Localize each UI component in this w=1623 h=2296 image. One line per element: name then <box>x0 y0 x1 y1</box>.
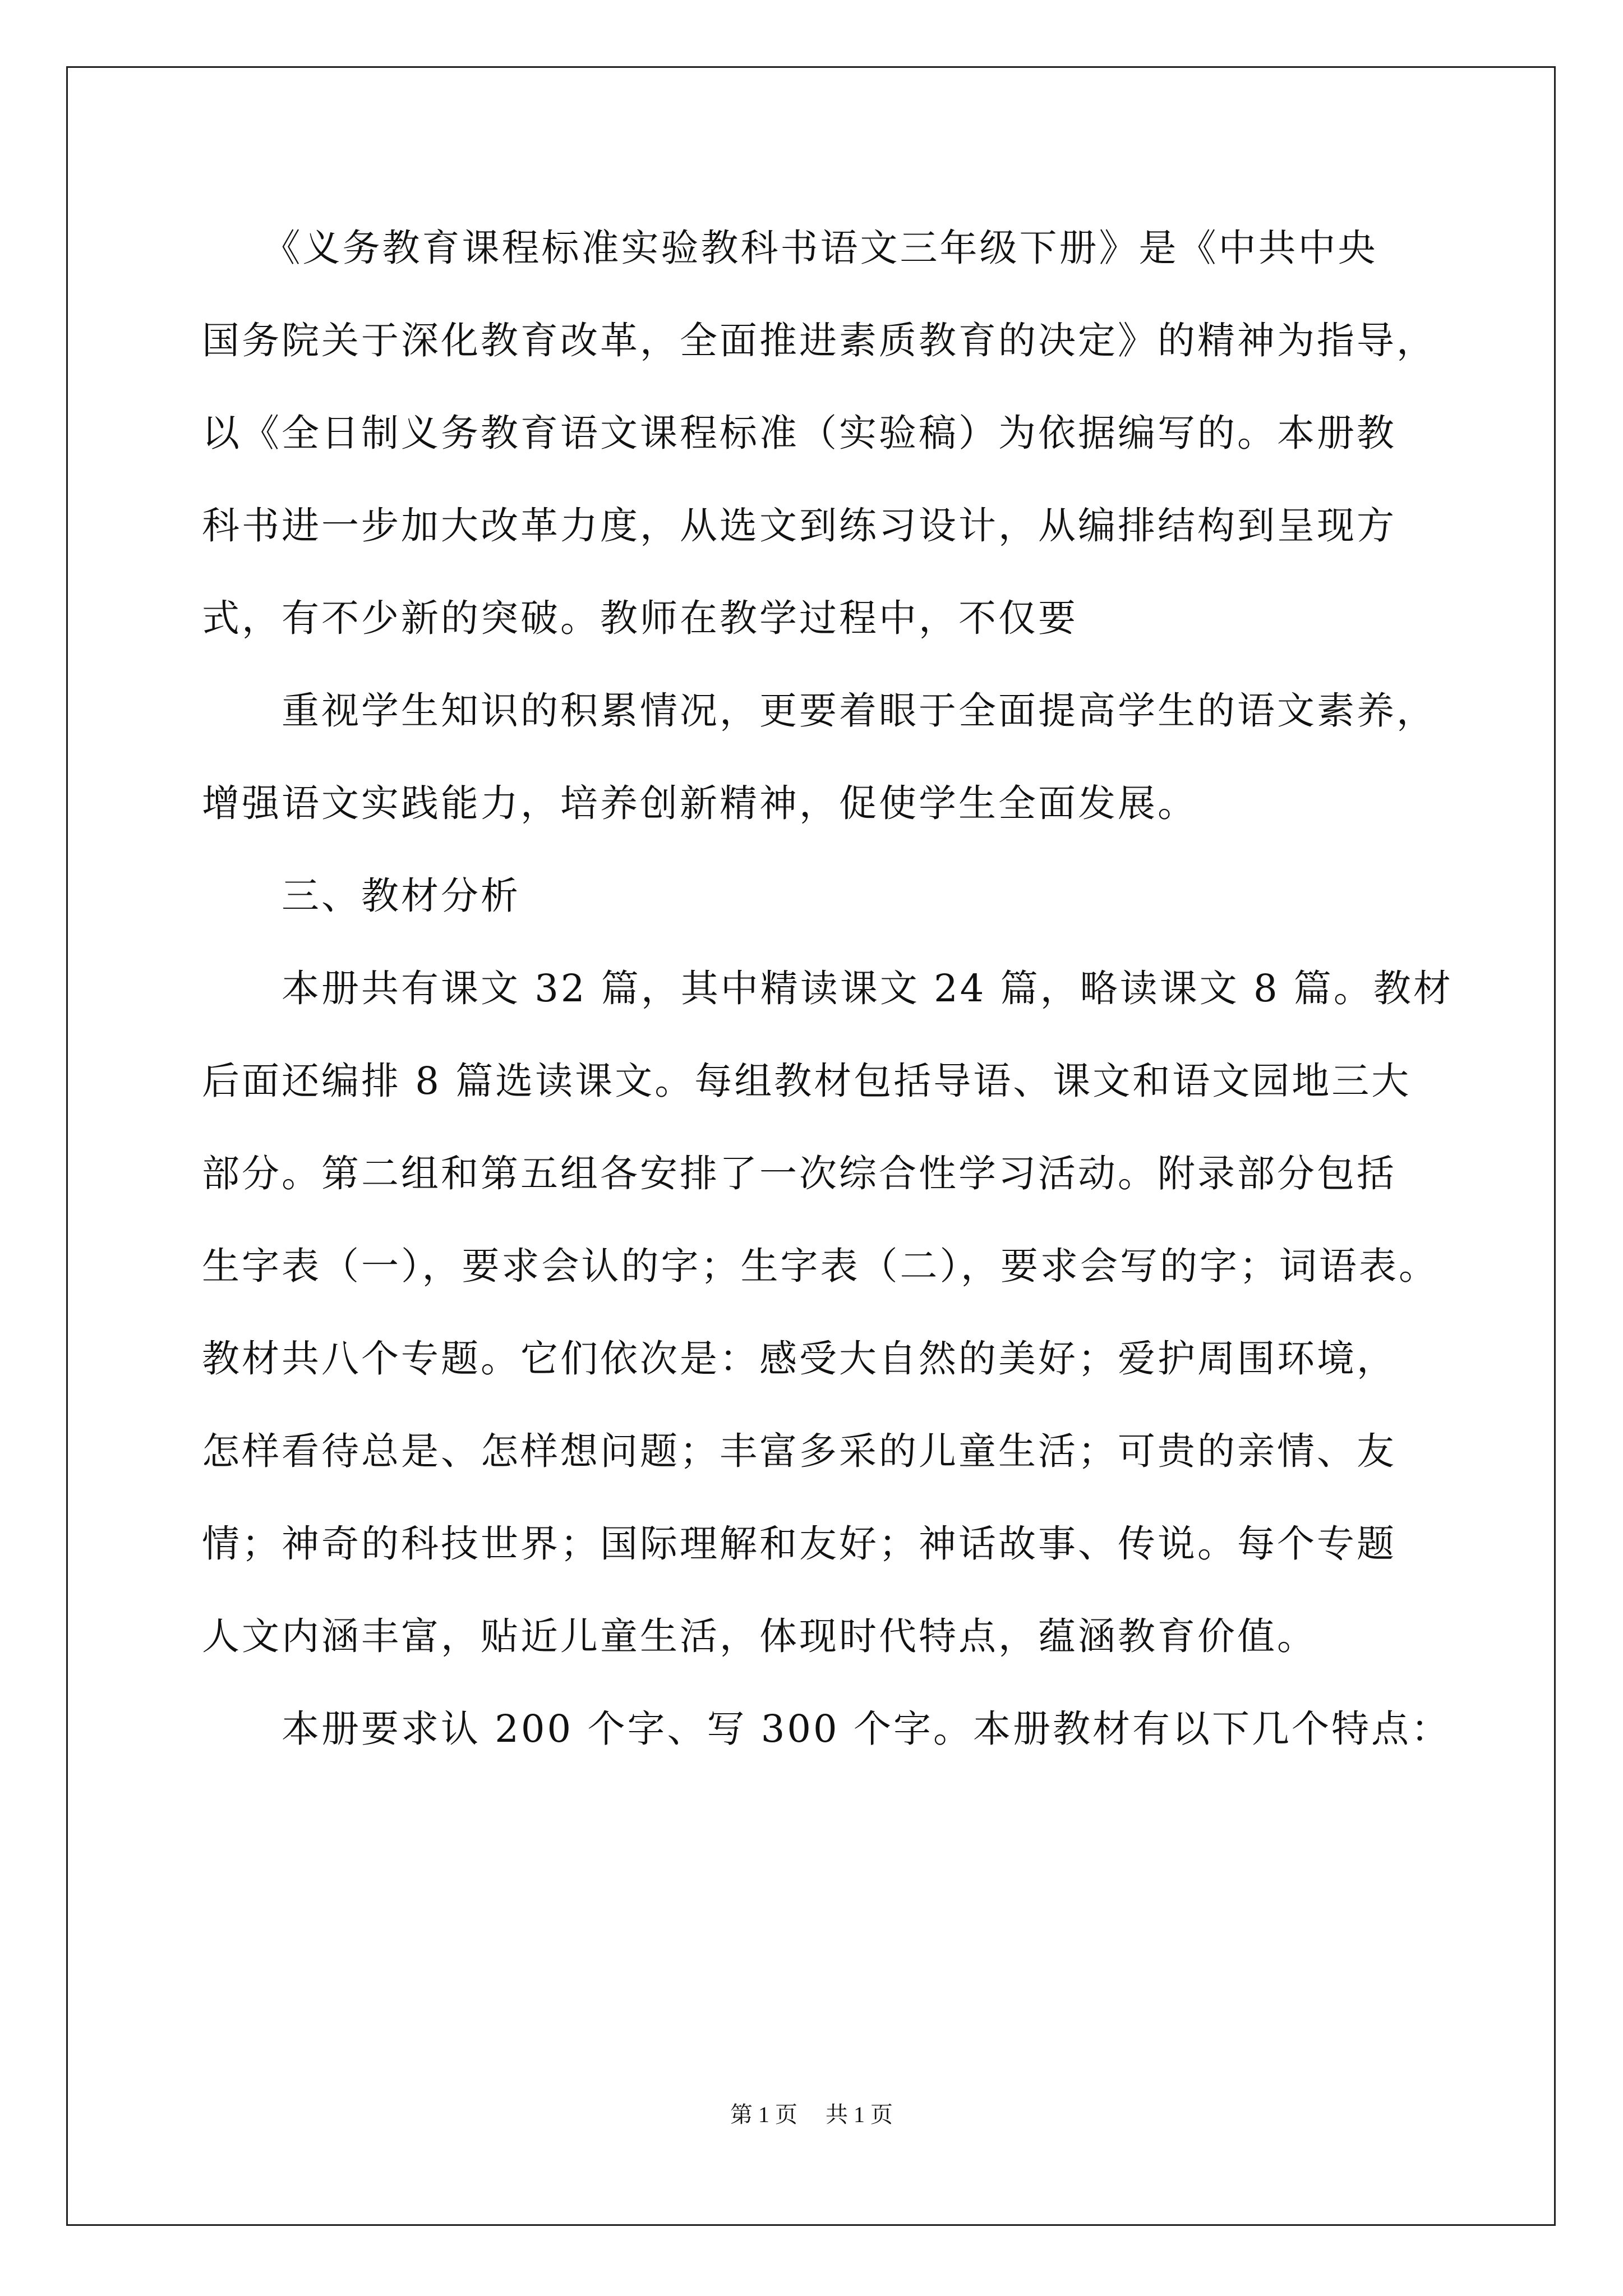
text-line: 重视学生知识的积累情况，更要着眼于全面提高学生的语文素养， <box>202 689 1436 733</box>
text-line: 国务院关于深化教育改革，全面推进素质教育的决定》的精神为指导， <box>202 319 1436 362</box>
document-body <box>202 202 1453 1775</box>
text-line: 科书进一步加大改革力度，从选文到练习设计，从编排结构到呈现方 <box>202 504 1396 547</box>
text-line: 本册共有课文 32 篇，其中精读课文 24 篇，略读课文 8 篇。教材 <box>202 967 1453 1010</box>
text-line: 增强语文实践能力，培养创新精神，促使学生全面发展。 <box>202 781 1197 825</box>
text-line: 怎样看待总是、怎样想问题；丰富多采的儿童生活；可贵的亲情、友 <box>202 1429 1396 1473</box>
page-total: 共 1 页 <box>826 2102 893 2127</box>
section-heading: 三、教材分析 <box>202 874 520 918</box>
text-line: 教材共八个专题。它们依次是：感受大自然的美好；爱护周围环境， <box>202 1337 1396 1381</box>
text-line: 以《全日制义务教育语文课程标准（实验稿）为依据编写的。本册教 <box>202 411 1396 455</box>
text-line: 人文内涵丰富，贴近儿童生活，体现时代特点，蕴涵教育价值。 <box>202 1614 1317 1658</box>
page-number: 第 1 页 <box>730 2102 797 2127</box>
text-line: 部分。第二组和第五组各安排了一次综合性学习活动。附录部分包括 <box>202 1152 1396 1195</box>
text-line: 《义务教育课程标准实验教科书语文三年级下册》是《中共中央 <box>202 226 1378 270</box>
text-line: 式，有不少新的突破。教师在教学过程中，不仅要 <box>202 596 1078 640</box>
text-line: 情；神奇的科技世界；国际理解和友好；神话故事、传说。每个专题 <box>202 1522 1396 1566</box>
text-line: 生字表（一），要求会认的字；生字表（二），要求会写的字；词语表。 <box>202 1244 1438 1288</box>
text-line: 本册要求认 200 个字、写 300 个字。本册教材有以下几个特点： <box>202 1707 1451 1751</box>
page-footer <box>0 2101 1623 2129</box>
text-line: 后面还编排 8 篇选读课文。每组教材包括导语、课文和语文园地三大 <box>202 1059 1412 1103</box>
